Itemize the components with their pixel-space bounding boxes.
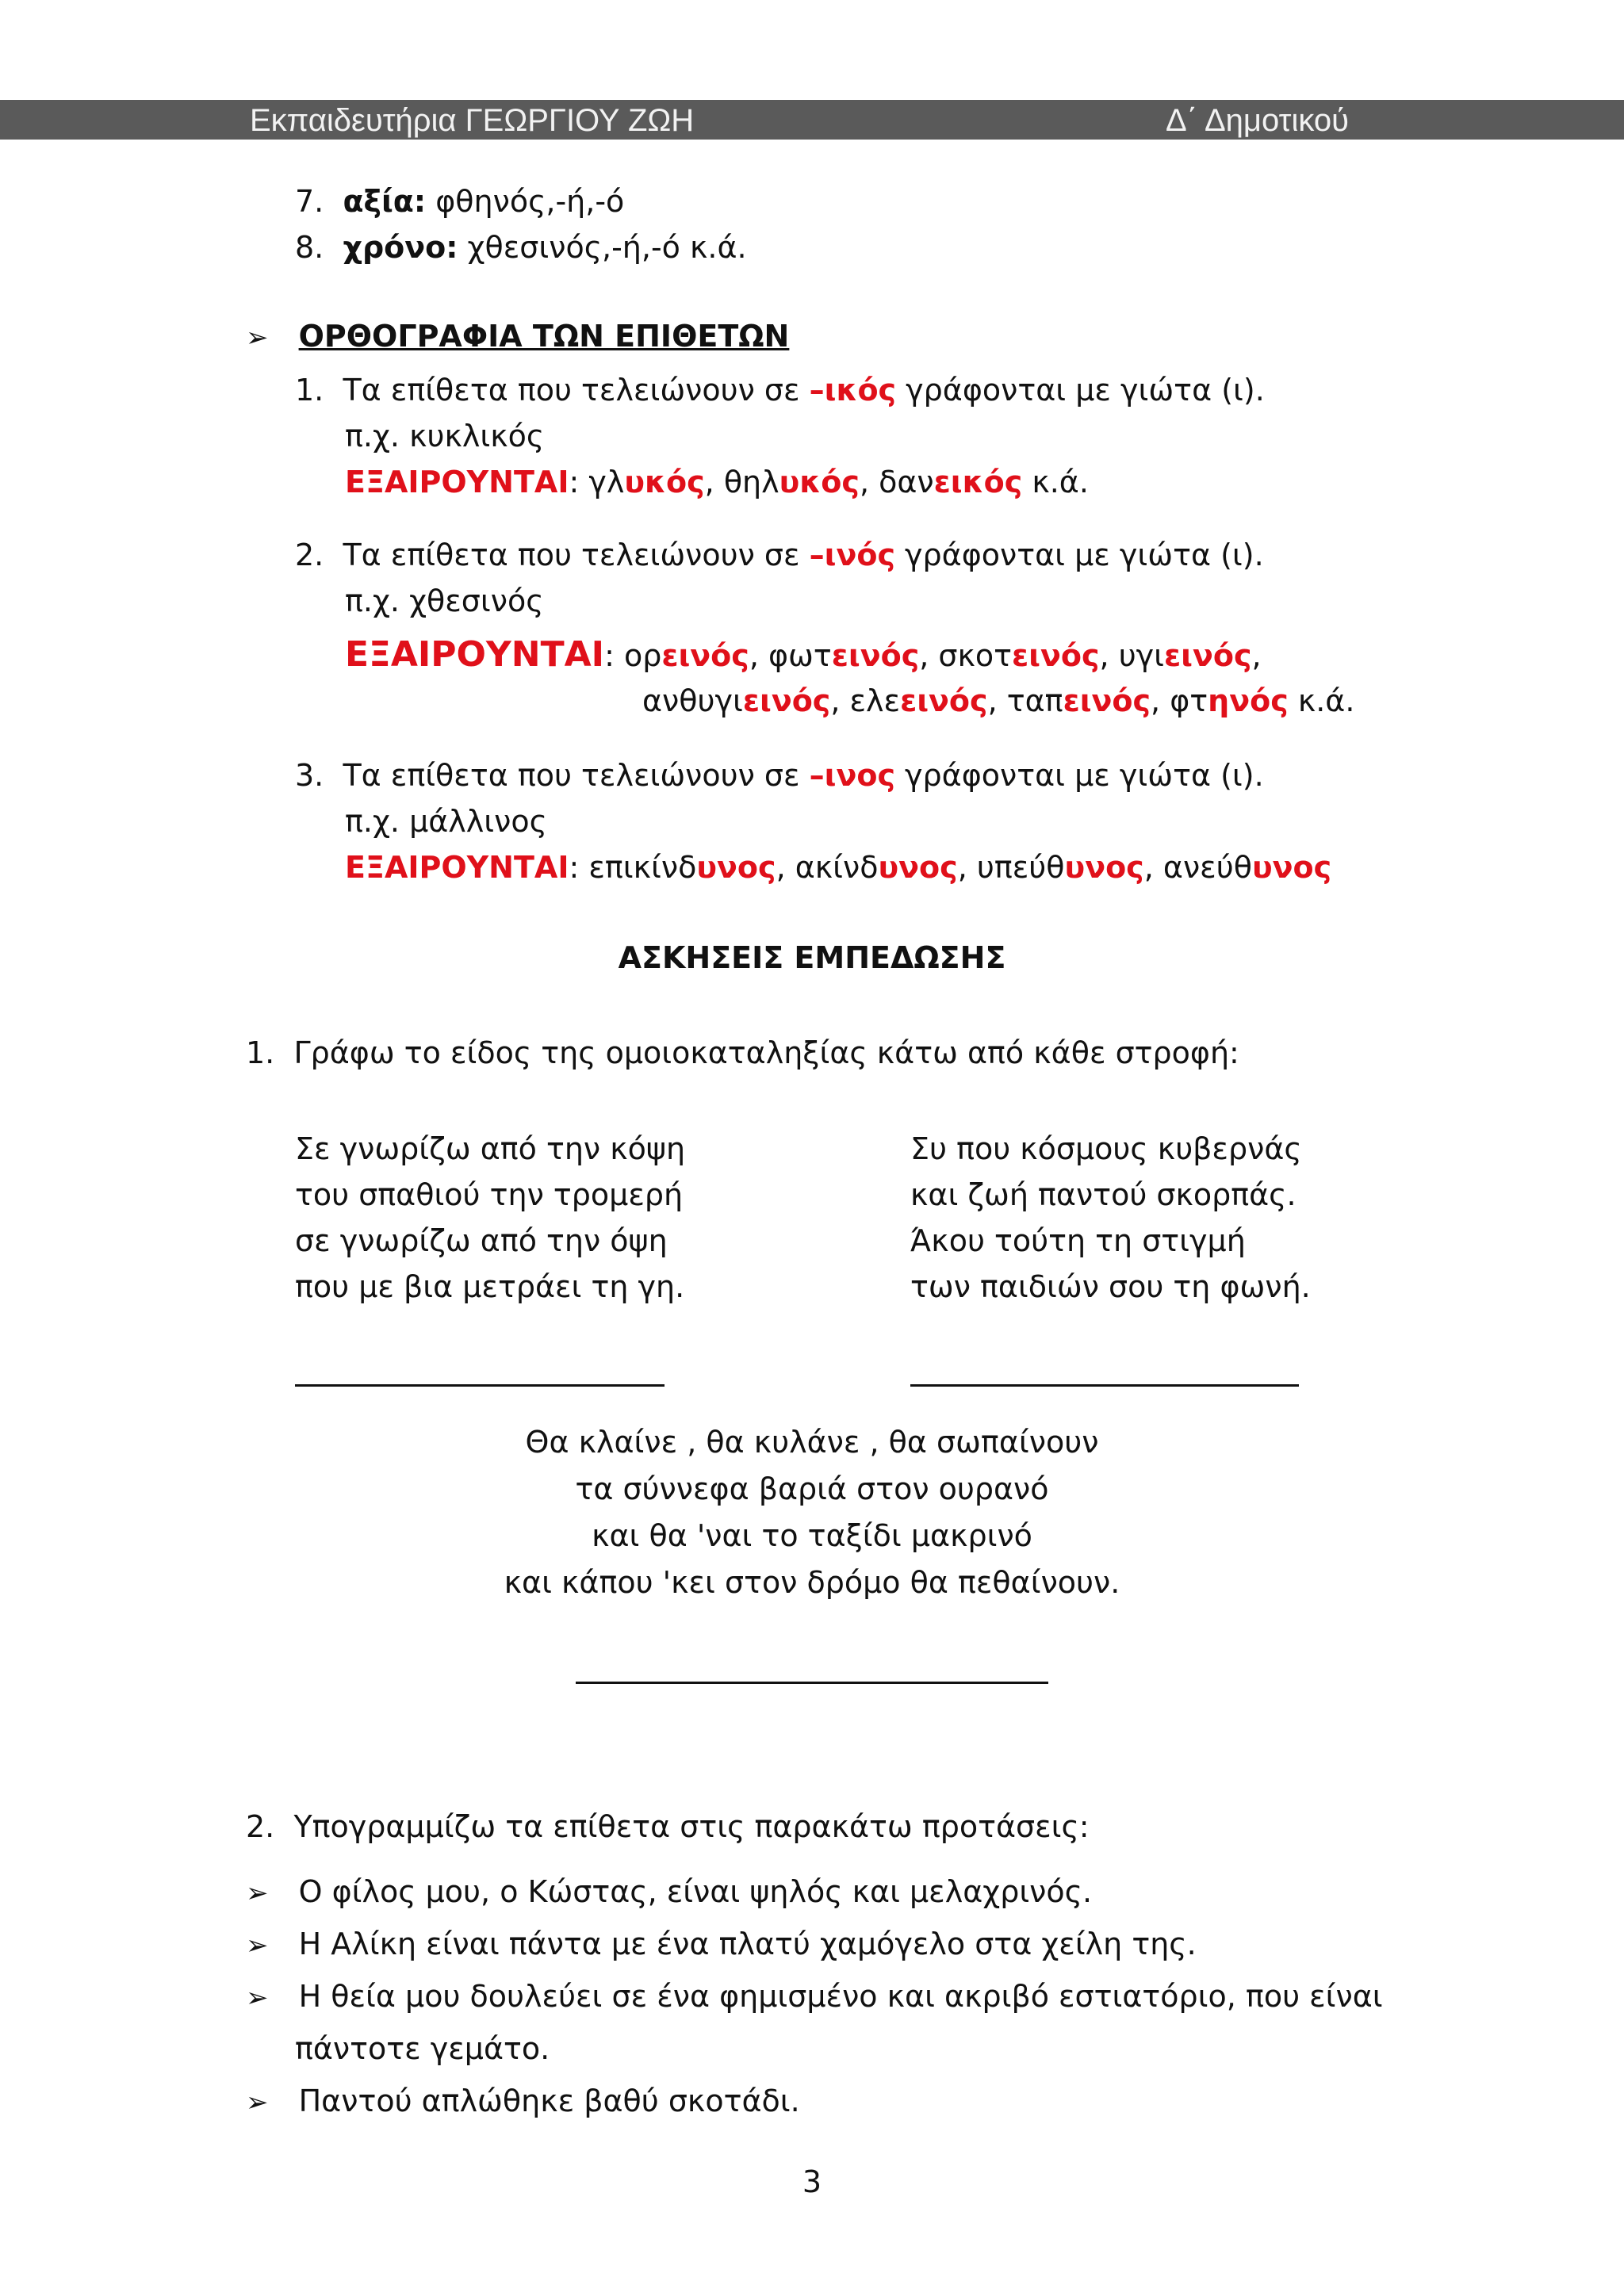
word-separator: , [987,683,1007,718]
list-item: 7. αξία: φθηνός,-ή,-ό [295,184,625,219]
sentence-item [246,1927,1197,1961]
verse-line: Συ που κόσμους κυβερνάς [910,1131,1302,1166]
verse-line: Σε γνωρίζω από την κόψη [295,1131,686,1166]
word-stem: φωτ [768,638,832,673]
word-stem: ορ [623,638,662,673]
rule-2: 2. Τα επίθετα που τελειώνουν σε –ινός γράφονται με γιώτα (ι). [295,538,1264,572]
rule-1: 1. Τα επίθετα που τελειώνουν σε –ικός γράφονται με γιώτα (ι). [295,373,1265,408]
word-ending: ηνός [1208,683,1289,718]
exercises-title: ΑΣΚΗΣΕΙΣ ΕΜΠΕΔΩΣΗΣ [618,940,1006,975]
item-key: χρόνο: [343,230,458,265]
section-heading [246,319,789,354]
verse-line: τα σύννεφα βαριά στον ουρανό [575,1471,1049,1506]
rule-2-exceptions: ΕΞΑΙΡΟΥΝΤΑΙ: ορεινός, φωτεινός, σκοτεινός, υγιεινός, [345,634,1262,675]
sentence-text: Η θεία μου δουλεύει σε ένα φημισμένο και ακριβό εστιατόριο, που είναι [298,1979,1383,2014]
verse-line: σε γνωρίζω από την όψη [295,1223,668,1258]
rule-3-example: π.χ. μάλλινος [345,804,547,839]
answer-line-right[interactable] [910,1384,1299,1387]
word-stem: υγι [1118,638,1165,673]
word-ending: υνος [878,850,958,885]
ending-highlight: –ινος [809,758,895,793]
stanza-left [295,1126,685,1310]
grade-label: Δ΄ Δημοτικού [1166,103,1349,138]
exceptions-words [624,638,1262,673]
word-stem: γλ [588,465,625,499]
stanza-right [910,1126,1311,1310]
word-separator: , [1143,850,1163,885]
word-separator: , [1151,683,1170,718]
word-ending: εινός [661,638,749,673]
word-ending: υνος [696,850,776,885]
word-stem: υπεύθ [976,850,1065,885]
word-stem: ανεύθ [1162,850,1252,885]
arrow-bullet-icon: ➢ [246,1930,269,1961]
exercise-2-instruction: 2. Υπογραμμίζω τα επίθετα στις παρακάτω προτάσεις: [246,1809,1090,1844]
ending-highlight: –ινός [809,538,895,572]
answer-line-left[interactable] [295,1384,665,1387]
sentence-text: Παντού απλώθηκε βαθύ σκοτάδι. [298,2084,800,2118]
word-separator: , [776,850,795,885]
word-ending: υκός [779,465,860,499]
rule-1-example: π.χ. κυκλικός [345,419,545,453]
rule-2-example: π.χ. χθεσινός [345,584,544,618]
stanza-center [0,1419,1624,1606]
rule-3: 3. Τα επίθετα που τελειώνουν σε –ινος γράφονται με γιώτα (ι). [295,758,1264,793]
word-separator: , [830,683,850,718]
exceptions-words [642,683,1354,718]
sentence-text: Ο φίλος μου, ο Κώστας, είναι ψηλός και μελαχρινός. [298,1874,1093,1909]
word-stem: δαν [879,465,934,499]
word-stem: φτ [1170,683,1208,718]
school-name: Εκπαιδευτήρια ΓΕΩΡΓΙΟΥ ΖΩΗ [250,103,695,138]
exceptions-label: ΕΞΑΙΡΟΥΝΤΑΙ [345,850,569,885]
rule-3-exceptions: ΕΞΑΙΡΟΥΝΤΑΙ: επικίνδυνος, ακίνδυνος, υπεύθυνος, ανεύθυνος [345,850,1332,885]
verse-line: των παιδιών σου τη φωνή. [910,1269,1311,1304]
exceptions-label: ΕΞΑΙΡΟΥΝΤΑΙ [345,634,605,675]
arrow-bullet-icon: ➢ [246,322,269,354]
word-separator: κ.ά. [1022,465,1089,499]
exceptions-words [588,850,1331,885]
list-item: 8. χρόνο: χθεσινός,-ή,-ό κ.ά. [295,230,747,265]
exercise-1-instruction: 1. Γράφω το είδος της ομοιοκαταληξίας κάτω από κάθε στροφή: [246,1035,1239,1070]
word-stem: ελε [849,683,901,718]
sentence-text: Η Αλίκη είναι πάντα με ένα πλατύ χαμόγελο στα χείλη της. [298,1927,1197,1961]
word-ending: εικός [933,465,1023,499]
word-separator: , [1099,638,1119,673]
verse-line: του σπαθιού την τρομερή [295,1177,684,1212]
word-ending: εινός [1063,683,1151,718]
rule-1-exceptions: ΕΞΑΙΡΟΥΝΤΑΙ: γλυκός, θηλυκός, δανεικός κ.ά. [345,465,1089,499]
exceptions-label: ΕΞΑΙΡΟΥΝΤΑΙ [345,465,569,499]
word-ending: υνος [1064,850,1144,885]
word-ending: υνος [1251,850,1332,885]
word-stem: ακίνδ [795,850,879,885]
exceptions-words [588,465,1089,499]
word-ending: εινός [900,683,988,718]
answer-line-center[interactable] [576,1682,1048,1684]
word-ending: εινός [1164,638,1252,673]
verse-line: και ζωή παντού σκορπάς. [910,1177,1297,1212]
word-stem: σκοτ [938,638,1013,673]
verse-line: που με βια μετράει τη γη. [295,1269,685,1304]
word-ending: υκός [624,465,705,499]
word-separator: , [957,850,977,885]
word-ending: εινός [831,638,920,673]
verse-line: Θα κλαίνε , θα κυλάνε , θα σωπαίνουν [525,1425,1099,1460]
word-separator: , [859,465,879,499]
word-separator: , [1251,638,1262,673]
word-separator: κ.ά. [1288,683,1355,718]
word-separator: , [919,638,939,673]
word-separator: , [749,638,768,673]
arrow-bullet-icon: ➢ [246,1877,269,1909]
header-bar [0,100,1624,140]
sentence-text-cont: πάντοτε γεμάτο. [295,2031,550,2066]
word-ending: εινός [1012,638,1100,673]
word-stem: ταπ [1006,683,1063,718]
word-stem: θηλ [723,465,779,499]
word-ending: εινός [742,683,831,718]
word-stem: επικίνδ [588,850,697,885]
sentence-item [246,2084,800,2118]
word-stem: ανθυγι [642,683,743,718]
rule-2-exceptions-cont [642,683,1354,718]
sentence-item [246,1979,1382,2014]
verse-line: και κάπου 'κει στον δρόμο θα πεθαίνουν. [504,1565,1120,1600]
spelling-title: ΟΡΘΟΓΡΑΦΙΑ ΤΩΝ ΕΠΙΘΕΤΩΝ [298,319,790,354]
verse-line: και θα 'ναι το ταξίδι μακρινό [592,1518,1032,1553]
ending-highlight: –ικός [809,373,897,408]
word-separator: , [704,465,724,499]
item-key: αξία: [343,184,427,219]
sentence-item [246,1874,1092,1909]
verse-line: Άκου τούτη τη στιγμή [910,1223,1246,1258]
arrow-bullet-icon: ➢ [246,1982,269,2014]
arrow-bullet-icon: ➢ [246,2087,269,2118]
page-number: 3 [802,2164,822,2199]
